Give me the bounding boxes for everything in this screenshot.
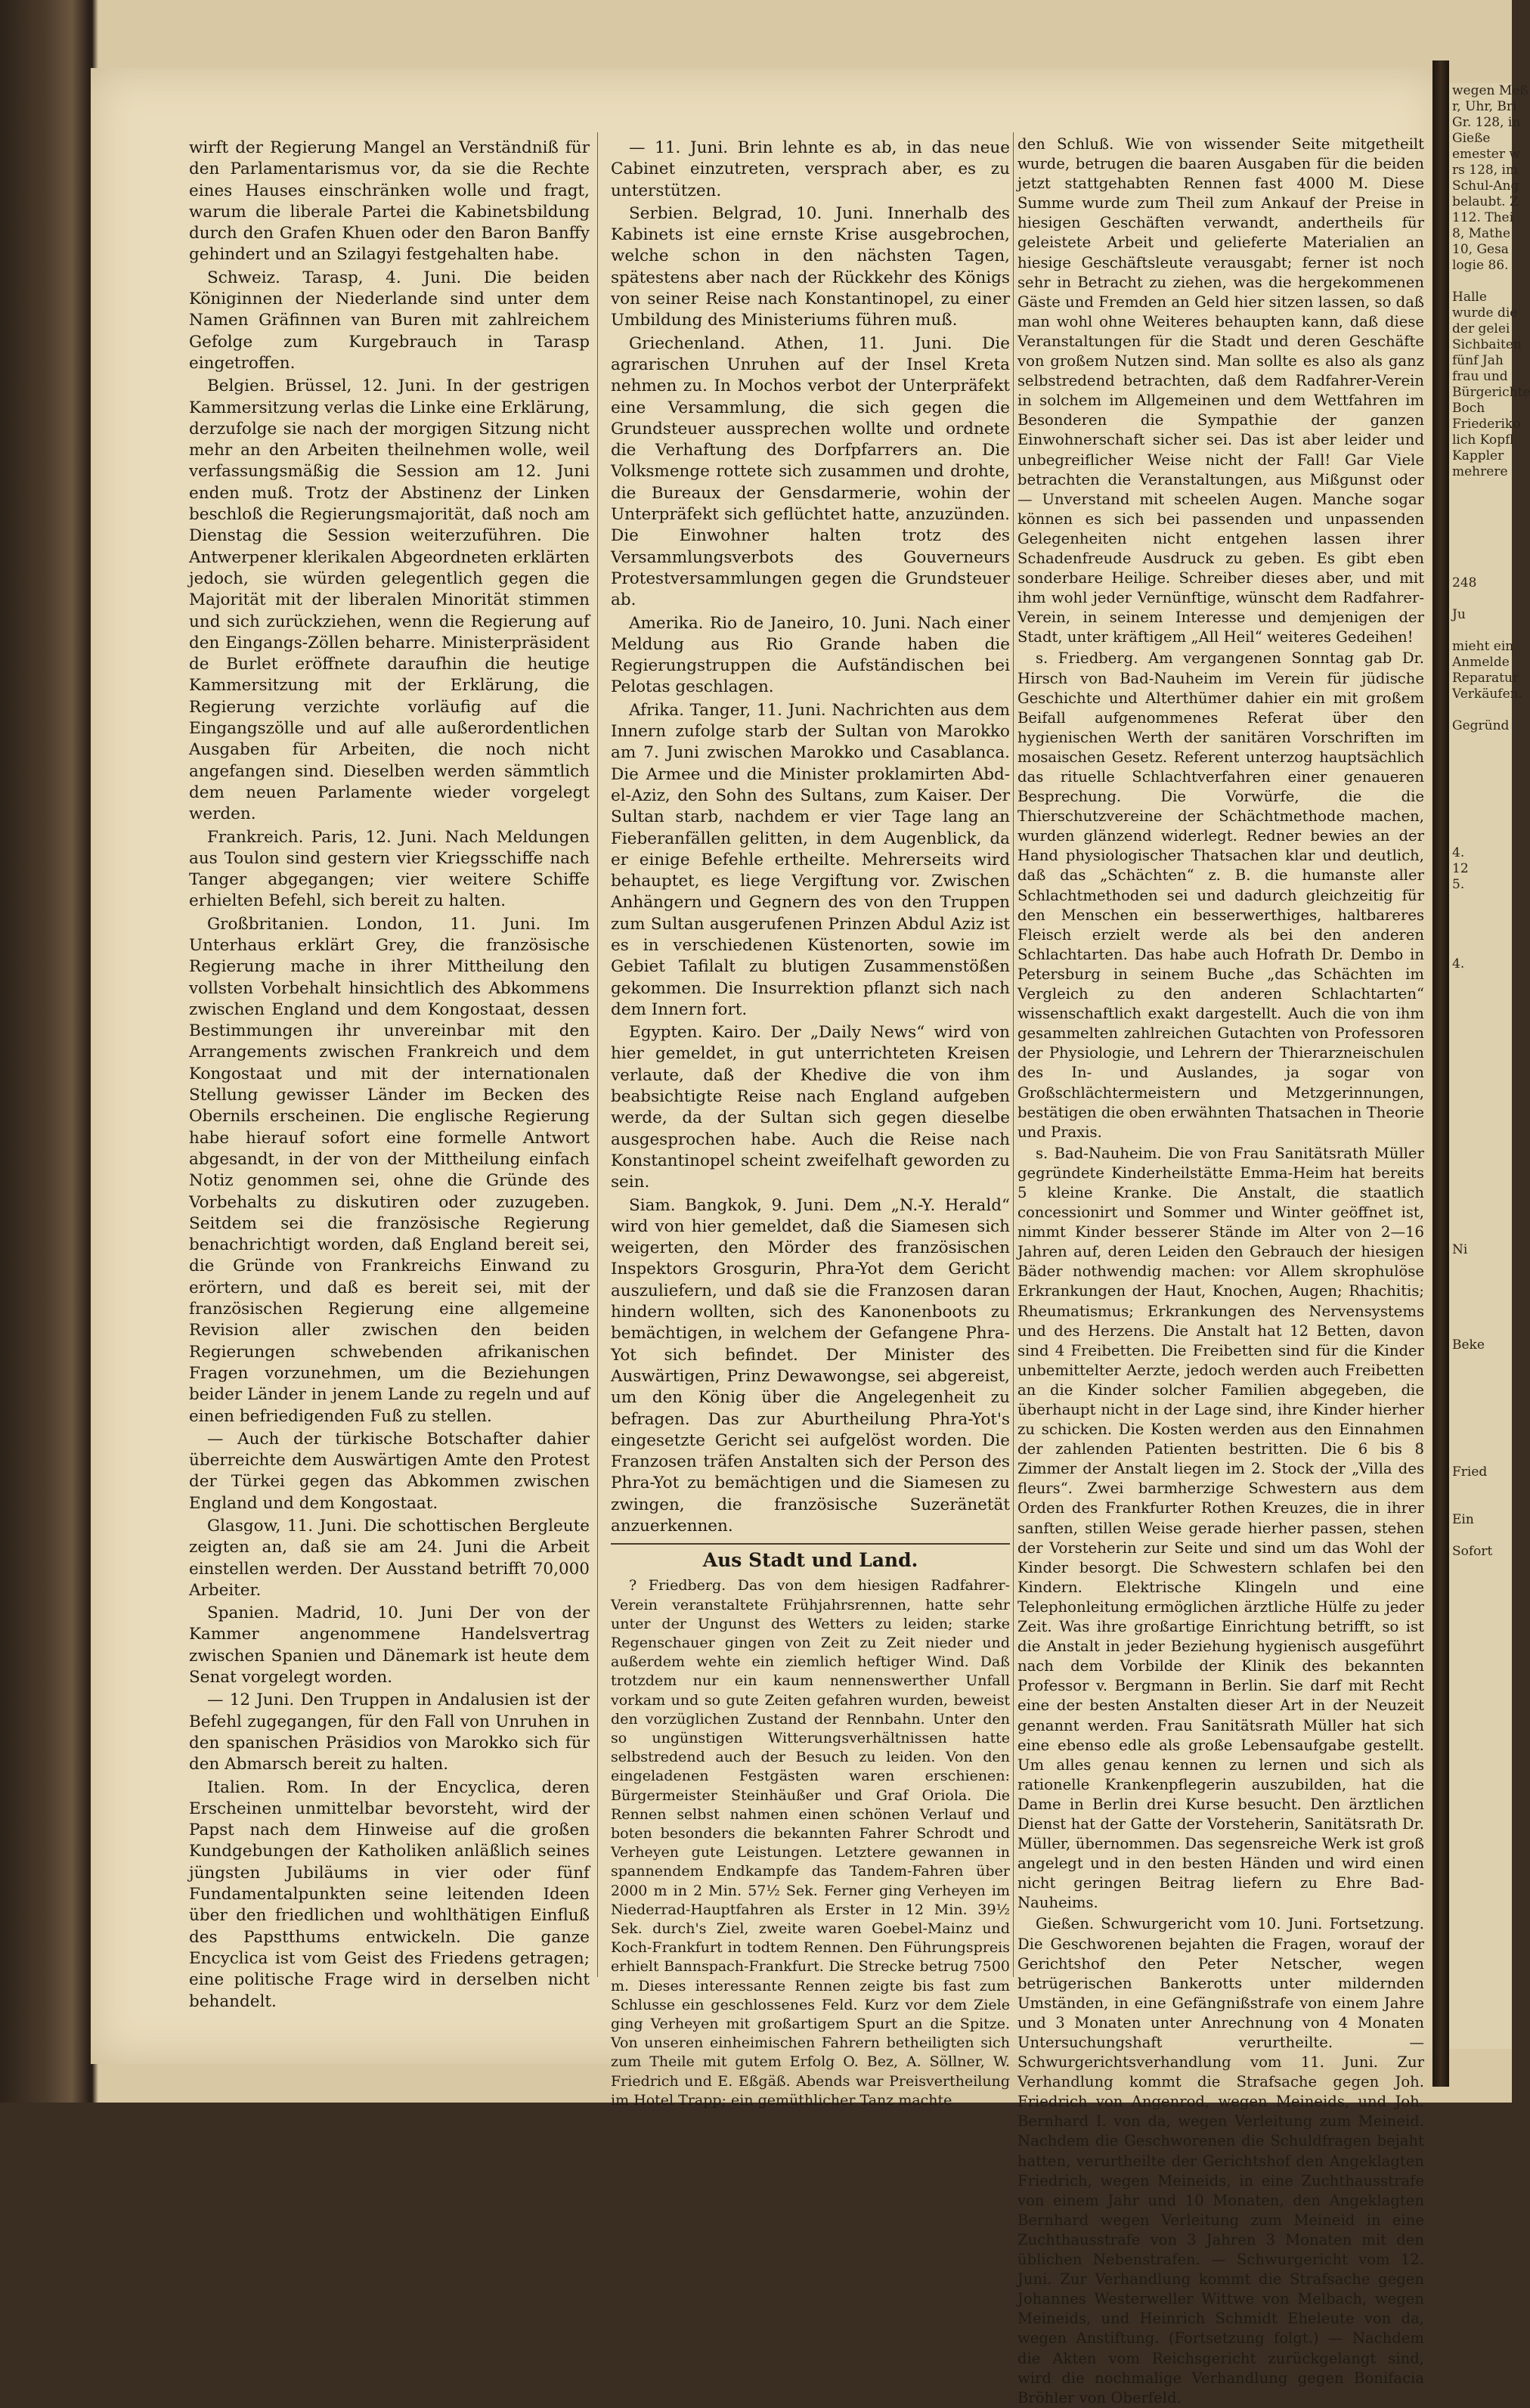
- adjacent-page-fragment: belaubt. Z: [1452, 194, 1519, 209]
- adjacent-page-fragment: [1449, 559, 1512, 575]
- column-rule: [597, 132, 598, 1977]
- adjacent-page-fragment: Friederiko: [1452, 417, 1521, 432]
- adjacent-page-fragment: Bürgerichte: [1452, 385, 1530, 400]
- article-paragraph: — 12 Juni. Den Truppen in Andalusien ist der Befehl zugegangen, für den Fall von Unruhen in den spanischen Präsidios von Marokko sich für den Abmarsch bereit zu halten.: [189, 1691, 590, 1774]
- adjacent-page-fragment: Halle: [1452, 290, 1487, 305]
- adjacent-page-fragment: [1449, 512, 1512, 528]
- adjacent-page-fragment: [1449, 1004, 1512, 1020]
- adjacent-page-fragment: [1449, 1385, 1512, 1401]
- article-paragraph: Frankreich. Paris, 12. Juni. Nach Meldungen aus Toulon sind gestern vier Kriegsschiffe nach Tanger abgegangen; vier weitere Schiffe erhielten Befehl, sich bereit zu halten.: [189, 827, 590, 911]
- article-paragraph: Griechenland. Athen, 11. Juni. Die agrarischen Unruhen auf der Insel Kreta nehmen zu. In Mochos verbot der Unterpräfekt eine Versammlung, die sich gegen die Grundsteuer aussprechen wollte und ordnete die Verhaftung des Dorfpfarrers an. Die Volksmenge rottete sich zusammen und drohte, die Bureaux der Gensdarmerie, wohin der Unterpräfekt sich geflüchtet hatte, anzuzünden. Die Einwohner halten trotz des Versammlungsverbots des Gouverneurs Protestversammlungen gegen die Grundsteuer ab.: [611, 333, 1010, 610]
- adjacent-page-fragment: 8, Mathe: [1452, 226, 1511, 241]
- adjacent-page-fragment: fünf Jah: [1452, 353, 1504, 368]
- adjacent-page-fragment: [1449, 1210, 1512, 1226]
- adjacent-page-fragment: 4.: [1452, 845, 1465, 860]
- adjacent-page-fragment: [1449, 1115, 1512, 1131]
- adjacent-page-fragment: [1449, 750, 1512, 766]
- adjacent-page-fragment: [1449, 1480, 1512, 1496]
- adjacent-page-fragment: wurde die: [1452, 305, 1518, 321]
- adjacent-page-fragment: [1449, 1226, 1512, 1242]
- adjacent-page-fragment: der gelei: [1452, 321, 1510, 336]
- adjacent-page-fragment: mieht ein: [1452, 639, 1514, 654]
- article-paragraph: Amerika. Rio de Janeiro, 10. Juni. Nach einer Meldung aus Rio Grande haben die Regierungstruppen die Aufständischen bei Pelotas geschlagen.: [611, 613, 1010, 697]
- adjacent-page-fragment: [1449, 544, 1512, 559]
- article-paragraph: Großbritanien. London, 11. Juni. Im Unterhaus erklärt Grey, die französische Regierung mache in ihrer Mittheilung den vollsten Vorbehalt hinsichtlich des Abkommens zwischen England und dem Kongostaat, dessen Bestimmungen ihr unvereinbar mit den Arrangements zwischen Frankreich und dem Kongostaat und mit der internationalen Stellung gewisser Länder im Becken des Obernils erscheinen. Die englische Regierung habe hierauf sofort eine formelle Antwort abgesandt, in der von der Mittheilung einfach Notiz genommen sei, ohne die Gründe des Vorbehalts zu diskutiren oder zuzugeben. Seitdem sei die französische Regierung benachrichtigt worden, daß England bereit sei, die Gründe von Frankreichs Einwand zu erörtern, und daß es bereit sei, mit der französischen Regierung eine allgemeine Revision aller zwischen den beiden Regierungen schwebenden afrikanischen Fragen vorzunehmen, um die Beziehungen beider Länder in jenem Lande zu regeln und auf einen befriedigenden Fuß zu stellen.: [189, 914, 590, 1426]
- adjacent-page-fragment: [1449, 1290, 1512, 1306]
- local-news-paragraph: s. Friedberg. Am vergangenen Sonntag gab Dr. Hirsch von Bad-Nauheim im Verein für jüdische Geschichte und Alterthümer dahier ein mit großem Beifall aufgenommenes Referat über den hygienischen Werth der sanitären Vorschriften im mosaischen Gesetz. Referent unterzog hauptsächlich das rituelle Schlachtverfahren einer genaueren Besprechung. Die Vorwürfe, die die Thierschutzvereine der Schächtmethode machen, wurden glänzend widerlegt. Redner bewies an der Hand physiologischer Thatsachen klar und deutlich, daß das „Schächten“ z. B. die humanste aller Schlachtmethoden sei und dadurch gleichzeitig für den Menschen ein besserwerthiges, haltbareres Fleisch erzielt werde als bei den anderen Schlachtarten. Das habe auch Hofrath Dr. Dembo in Petersburg in seinem Buche „das Schächten im Vergleich zu den anderen Schlachtarten“ wissenschaftlich exakt dargestellt. Auch die von ihm gesammelten zahlreichen Gutachten von Professoren der Physiologie, und Lehrern der Thierarzneischulen des In- und Auslandes, ja sogar von Großschlächtermeistern und Metzgerinnungen, bestätigen die oben erwähnten Thatsachen in Theorie und Praxis.: [1017, 649, 1424, 1141]
- adjacent-page-fragment: 12: [1452, 861, 1469, 876]
- article-paragraph: Italien. Rom. In der Encyclica, deren Erscheinen unmittelbar bevorsteht, wird der Papst nach dem Hinweise auf die großen Kundgebungen der Katholiken anläßlich seines jüngsten Jubiläums in vier oder fünf Fundamentalpunkten seine leitenden Ideen über den friedlichen und wohlthätigen Einfluß des Papstthums entwickeln. Die ganze Encyclica ist vom Geist des Friedens getragen; eine politische Frage wird in derselben nicht behandelt.: [189, 1777, 590, 2011]
- adjacent-page-fragment: Sichbaiten: [1452, 337, 1522, 352]
- adjacent-page-fragment: [1449, 1131, 1512, 1147]
- adjacent-page-fragment: Boch: [1452, 401, 1485, 416]
- adjacent-page-fragment: [1449, 972, 1512, 988]
- adjacent-page-fragment: [1449, 1163, 1512, 1179]
- adjacent-page-fragment: 112. Thei: [1452, 210, 1514, 225]
- adjacent-page-fragment: Sofort: [1452, 1544, 1493, 1559]
- adjacent-page-fragment: [1449, 1528, 1512, 1544]
- adjacent-page-fragment: [1449, 1147, 1512, 1163]
- adjacent-page-fragment: Beke: [1452, 1337, 1485, 1353]
- adjacent-page-fragment: [1449, 814, 1512, 829]
- adjacent-page-fragment: [1449, 1020, 1512, 1036]
- adjacent-page-fragment: frau und: [1452, 369, 1508, 384]
- article-paragraph: Schweiz. Tarasp, 4. Juni. Die beiden Königinnen der Niederlande sind unter dem Namen Gräfinnen van Buren mit zahlreichem Gefolge zum Kurgebrauch in Tarasp eingetroffen.: [189, 268, 590, 373]
- adjacent-page-fragment: [1449, 591, 1512, 607]
- adjacent-page-fragment: 248: [1452, 575, 1477, 590]
- adjacent-page-fragment: [1449, 1083, 1512, 1099]
- adjacent-page-fragment: wegen Meß: [1452, 83, 1528, 98]
- adjacent-page-fragment: [1449, 1306, 1512, 1322]
- article-paragraph: Glasgow, 11. Juni. Die schottischen Bergleute zeigten an, daß sie am 24. Juni die Arbeit einstellen werden. Der Ausstand betrifft 70,000 Arbeiter.: [189, 1517, 590, 1600]
- adjacent-page-fragment: [1449, 1401, 1512, 1417]
- column-rule: [1013, 132, 1014, 1977]
- adjacent-page-fragment: rs 128, im: [1452, 163, 1519, 178]
- adjacent-page-fragment: [1449, 909, 1512, 925]
- column-1: [189, 138, 590, 2011]
- adjacent-page-fragment: [1449, 782, 1512, 798]
- adjacent-page-fragment: r, Uhr, Bri: [1452, 99, 1517, 114]
- adjacent-page-fragment: [1449, 941, 1512, 956]
- local-news-paragraph: Gießen. Schwurgericht vom 10. Juni. Fortsetzung. Die Geschworenen bejahten die Fragen, worauf der Gerichtshof den Peter Netscher, wegen betrügerischen Bankerotts unter mildernden Umständen, in eine Gefängnißstrafe von einem Jahre und 3 Monaten unter Anrechnung von 4 Monaten Untersuchungshaft verurtheilte. — Schwurgerichtsverhandlung vom 11. Juni. Zur Verhandlung kommt die Strafsache gegen Joh. Friedrich von Angenrod, wegen Meineids, und Joh. Bernhard I. von da, wegen Verleitung zum Meineid. Nachdem die Geschworenen die Schuldfragen bejaht hatten, verurtheilte der Gerichtshof den Angeklagten Friedrich, wegen Meineids, in eine Zuchthausstrafe von einem Jahr und 10 Monaten, den Angeklagten Bernhard wegen Verleitung zum Meineid in eine Zuchthausstrafe von 3 Jahren 3 Monaten mit den üblichen Nebenstrafen. — Schwurgericht vom 12. Juni. Zur Verhandlung kommt die Strafsache gegen Johannes Westerweller Wittwe von Melbach, wegen Meineids, und Heinrich Schmidt Eheleute von da, wegen Anstiftung. (Fortsetzung folgt.) — Nachdem die Akten vom Reichsgericht zurückgelangt sind, wird die nochmalige Verhandlung gegen Bonifacia Bröhler von Oberfeld.: [1017, 1915, 1424, 2406]
- adjacent-page-fragment: Kappler: [1452, 448, 1504, 463]
- adjacent-page-fragment: [1449, 528, 1512, 544]
- adjacent-page-fragment: Schul-Ang: [1452, 178, 1519, 194]
- adjacent-page-fragment: [1449, 1036, 1512, 1052]
- article-paragraph: Afrika. Tanger, 11. Juni. Nachrichten aus dem Innern zufolge starb der Sultan von Marokko am 7. Juni zwischen Marokko und Casablanca. Die Armee und die Minister proklamirten Abd-el-Aziz, den Sohn des Sultans, zum Kaiser. Der Sultan starb, nachdem er vier Tage lang an Fieberanfällen gelitten, in dem Augenblick, da er einige Befehle ertheilte. Mehrerseits wird behauptet, es liege Vergiftung vor. Zwischen Anhängern und Gegnern des von den Truppen zum Sultan ausgerufenen Prinzen Abdul Aziz ist es in verschiedenen Küstenorten, sowie im Gebiet Tafilalt zu blutigen Zusammenstößen gekommen. Die Insurrektion pflanzt sich nach dem Innern fort.: [611, 700, 1010, 1019]
- adjacent-page-fragment: [1449, 893, 1512, 909]
- adjacent-page-fragment: Anmelde: [1452, 655, 1510, 670]
- adjacent-page-fragment: [1449, 480, 1512, 496]
- adjacent-page-fragment: [1449, 1195, 1512, 1210]
- local-news-paragraph: ? Friedberg. Das von dem hiesigen Radfahrer-Verein veranstaltete Frühjahrsrennen, hatte sehr unter der Ungunst des Wetters zu leiden; starke Regenschauer gingen von Zeit zu Zeit nieder und außerdem wehte ein ziemlich heftiger Wind. Daß trotzdem nur ein kaum nennenswerther Unfall vorkam und so gute Zeiten gefahren wurden, beweist den vorzüglichen Zustand der Rennbahn. Unter den so ungünstigen Witterungsverhältnissen hatte selbstredend auch der Besuch zu leiden. Von den eingeladenen Festgästen waren erschienen: Bürgermeister Steinhäußer und Graf Oriola. Die Rennen selbst nahmen einen schönen Verlauf und boten besonders die bekannten Fahrer Schrodt und Verheyen gute Leistungen. Letztere gewannen in spannendem Endkampfe das Tandem-Fahren über 2000 m in 2 Min. 57½ Sek. Ferner ging Verheyen im Niederrad-Hauptfahren als Erster in 12 Min. 39½ Sek. durch's Ziel, zweite waren Goebel-Mainz und Koch-Frankfurt in todtem Rennen. Den Führungspreis erhielt Bannspach-Frankfurt. Die Strecke betrug 7500 m. Dieses interessante Rennen zeigte bis fast zum Schlusse ein geschlossenes Feld. Kurz vor dem Ziele ging Verheyen mit großartigem Spurt an die Spitze. Von unseren einheimischen Fahrern betheiligten sich zum Theile mit gutem Erfolg O. Bez, A. Söllner, W. Friedrich und E. Eßgäß. Abends war Preisvertheilung im Hotel Trapp; ein gemüthlicher Tanz machte: [611, 1577, 1010, 2109]
- article-paragraph: Egypten. Kairo. Der „Daily News“ wird von hier gemeldet, in gut unterrichteten Kreisen verlaute, daß der Khedive die von ihm beabsichtigte Reise nach England aufgeben werde, da der Sultan sich gegen dieselbe ausgesprochen habe. Auch die Reise nach Konstantinopel scheint zweifelhaft geworden zu sein.: [611, 1023, 1010, 1192]
- adjacent-page-fragment: [1449, 1322, 1512, 1337]
- adjacent-page-fragment: Ni: [1452, 1242, 1468, 1257]
- adjacent-page-fragment: logie 86.: [1452, 258, 1509, 273]
- book-gutter: [1432, 60, 1449, 2087]
- adjacent-page-fragment: Gr. 128, in: [1452, 115, 1521, 130]
- article-paragraph: — Auch der türkische Botschafter dahier überreichte dem Auswärtigen Amte den Protest der Türkei gegen das Abkommen zwischen England und dem Kongostaat.: [189, 1429, 590, 1513]
- adjacent-page-fragment: [1449, 623, 1512, 639]
- article-paragraph: Siam. Bangkok, 9. Juni. Dem „N.-Y. Herald“ wird von hier gemeldet, daß die Siamesen sich weigerten, den Mörder des französischen Inspektors Grosgurin, Phra-Yot dem Gericht auszuliefern, und daß sie die Franzosen daran hindern wollten, sich des Kanonenboots zu bemächtigen, in welchem der Gefangene Phra-Yot sich befindet. Der Minister des Auswärtigen, Prinz Dewawongse, sei abgereist, um den König über die Angelegenheit zu befragen. Das zur Aburtheilung Phra-Yot's eingesetzte Gericht sei aufgelöst worden. Die Franzosen träfen Anstalten sich der Person des Phra-Yot zu bemächtigen und die Siamesen zu zwingen, die französische Suzeränetät anzuerkennen.: [611, 1195, 1010, 1536]
- article-paragraph: wirft der Regierung Mangel an Verständniß für den Parlamentarismus vor, da sie die Rechte eines Hauses einschränken wolle und fragt, warum die liberale Partei die Kabinetsbildung durch den Grafen Khuen oder den Baron Banffy gehindert und an Szilagyi festgehalten habe.: [189, 138, 590, 265]
- adjacent-page-fragment: lich Kopfl: [1452, 432, 1514, 448]
- adjacent-page-fragment: emester w: [1452, 147, 1520, 162]
- column-3: [1017, 135, 1424, 2406]
- adjacent-page-fragment: Ju: [1452, 607, 1466, 622]
- article-paragraph: Belgien. Brüssel, 12. Juni. In der gestrigen Kammersitzung verlas die Linke eine Erklärung, derzufolge sie nach der morgigen Sitzung nicht mehr an den Arbeiten theilnehmen wolle, weil verfassungsmäßig die Session am 12. Juni enden muß. Trotz der Abstinenz der Linken beschloß die Regierungsmajorität, daß noch am Dienstag die Session weiterzuführen. Die Antwerpener klerikalen Abgeordneten erklärten jedoch, sie würden gelegentlich gegen die Majorität mit der liberalen Minorität stimmen und sich zurückziehen, wenn die Regierung auf den Eingangs-Zöllen beharre. Ministerpräsident de Burlet eröffnete daraufhin die heutige Kammersitzung mit der Erklärung, die Regierung verzichte vorläufig auf die Eingangszölle und auf alle außerordentlichen Ausgaben für Arbeiten, die noch nicht angefangen sind. Dieselben werden sämmtlich dem neuen Parlamente wieder vorgelegt werden.: [189, 377, 590, 824]
- adjacent-page-fragment: [1449, 1433, 1512, 1449]
- adjacent-page-fragment: [1449, 734, 1512, 750]
- adjacent-page-fragment: [1449, 1496, 1512, 1512]
- adjacent-page-edge: [1449, 83, 1530, 2049]
- adjacent-page-fragment: [1449, 702, 1512, 718]
- adjacent-page-fragment: 5.: [1452, 877, 1465, 892]
- adjacent-page-fragment: [1449, 1068, 1512, 1083]
- adjacent-page-fragment: [1449, 925, 1512, 941]
- adjacent-page-fragment: [1449, 766, 1512, 782]
- adjacent-page-fragment: Fried: [1452, 1464, 1488, 1480]
- adjacent-page-fragment: [1449, 1449, 1512, 1464]
- adjacent-page-fragment: 4.: [1452, 956, 1465, 972]
- adjacent-page-fragment: [1449, 798, 1512, 814]
- adjacent-page-fragment: [1449, 496, 1512, 512]
- adjacent-page-fragment: 10, Gesa: [1452, 242, 1509, 257]
- adjacent-page-fragment: [1449, 274, 1512, 290]
- adjacent-page-fragment: Ein: [1452, 1512, 1474, 1527]
- article-paragraph: Serbien. Belgrad, 10. Juni. Innerhalb des Kabinets ist eine ernste Krise ausgebrochen, welche schon in den nächsten Tagen, spätestens aber nach der Rückkehr des Königs von seiner Reise nach Konstantinopel, zu einer Umbildung des Ministeriums führen muß.: [611, 203, 1010, 330]
- article-paragraph: Spanien. Madrid, 10. Juni Der von der Kammer angenommene Handelsvertrag zwischen Spanien und Dänemark ist heute dem Senat vorgelegt worden.: [189, 1604, 590, 1687]
- adjacent-page-fragment: [1449, 1179, 1512, 1195]
- adjacent-page-fragment: [1449, 1099, 1512, 1115]
- section-heading: Aus Stadt und Land.: [611, 1543, 1010, 1572]
- adjacent-page-fragment: [1449, 1258, 1512, 1274]
- local-news-paragraph: den Schluß. Wie von wissender Seite mitgetheilt wurde, betrugen die baaren Ausgaben für die beiden jetzt stattgehabten Rennen fast 4000 M. Diese Summe wurde zum Theil zum Ankauf der Preise in hiesigen Geschäften verwandt, andertheils für geleistete Arbeit und gelieferte Materialien an hiesige Geschäftsleute verausgabt; ferner ist noch sehr in Betracht zu ziehen, was die hergekommenen Gäste und Fremden an Geld hier sitzen lassen, so daß man wohl ohne Weiteres behaupten kann, daß diese Veranstaltungen für die Stadt und deren Geschäfte von großem Nutzen sind. Man sollte es also als ganz selbstredend betrachten, daß dem Radfahrer-Verein in solchem im Allgemeinen und dem Wettfahren im Besonderen die Sympathie der ganzen Einwohnerschaft sicher sei. Das ist aber leider und unbegreiflicher Weise nicht der Fall! Gar Viele betrachten die Veranstaltungen, aus Mißgunst oder — Unverstand mit scheelen Augen. Manche sogar können es sich bei passenden und unpassenden Gelegenheiten nicht entgehen lassen ihrer Schadenfreude Ausdruck zu geben. Es gibt eben sonderbare Heilige. Schreiber dieses aber, und mit ihm wohl jeder Vernünftige, wünscht dem Radfahrer-Verein, in seinem Interesse und demjenigen der Stadt, unter kräftigem „All Heil“ weiteres Gedeihen!: [1017, 135, 1424, 646]
- adjacent-page-fragment: [1449, 1353, 1512, 1369]
- adjacent-page-fragment: mehrere: [1452, 464, 1508, 479]
- adjacent-page-fragment: Verkäufen.: [1452, 686, 1522, 702]
- adjacent-page-fragment: [1449, 1052, 1512, 1068]
- column-2: [611, 138, 1010, 2109]
- adjacent-page-fragment: Gieße: [1452, 131, 1491, 146]
- adjacent-page-fragment: [1449, 1417, 1512, 1433]
- adjacent-page-fragment: [1449, 988, 1512, 1004]
- adjacent-page-fragment: [1449, 1274, 1512, 1290]
- adjacent-page-fragment: [1449, 829, 1512, 845]
- local-news-paragraph: s. Bad-Nauheim. Die von Frau Sanitätsrath Müller gegründete Kinderheilstätte Emma-Heim hat bereits 5 kleine Kranke. Die Anstalt, die staatlich concessionirt und Sommer und Winter geöffnet ist, nimmt Kinder besserer Stände im Alter von 2—16 Jahren auf, deren Leiden den Gebrauch der hiesigen Bäder nothwendig machen: vor Allem skrophulöse Erkrankungen der Haut, Knochen, Augen; Rhachitis; Rheumatismus; Erkrankungen des Nervensystems und des Herzens. Die Anstalt hat 12 Betten, davon sind 4 Freibetten. Die Freibetten sind für die Kinder unbemittelter Aerzte, jedoch werden auch Freibetten an die Kinder solcher Familien abgegeben, die überhaupt nicht in der Lage sind, ihre Kinder hierher zu schicken. Die Kosten werden aus den Einnahmen der zahlenden Patienten bestritten. Die 6 bis 8 Zimmer der Anstalt liegen im 2. Stock der „Villa des fleurs“. Zwei barmherzige Schwestern aus dem Orden des Frankfurter Rothen Kreuzes, die in ihrer sanften, stillen Weise gerade hierher passen, stehen der Vorsteherin zur Seite und sind um das Wohl der Kinder besorgt. Die Schwestern schlafen bei den Kindern. Elektrische Klingeln und eine Telephonleitung ermöglichen ärztliche Hülfe zu jeder Zeit. Was ihre großartige Einrichtung betrifft, so ist die Anstalt in jeder Beziehung hygienisch ausgeführt nach dem Vorbilde der Klinik des bekannten Professor v. Bergmann in Berlin. Sie darf mit Recht eine der besten Anstalten dieser Art in der Neuzeit genannt werden. Frau Sanitätsrath Müller hat sich eine ebenso edle als große Lebensaufgabe gestellt. Um alles genau kennen zu lernen und sich als rationelle Krankenpflegerin auszubilden, hat die Dame in Berlin drei Kurse besucht. Den ärztlichen Dienst hat der Gatte der Vorsteherin, Sanitätsrath Dr. Müller, übernommen. Das segensreiche Werk ist groß angelegt und in den besten Händen und wird einen nicht geringen Beitrag liefern zu Ehre Bad-Nauheims.: [1017, 1144, 1424, 1912]
- adjacent-page-fragment: Gegründ: [1452, 718, 1510, 733]
- article-paragraph: — 11. Juni. Brin lehnte es ab, in das neue Cabinet einzutreten, versprach aber, es zu unterstützen.: [611, 138, 1010, 200]
- adjacent-page-fragment: [1449, 1369, 1512, 1385]
- adjacent-page-fragment: Reparatur: [1452, 671, 1519, 686]
